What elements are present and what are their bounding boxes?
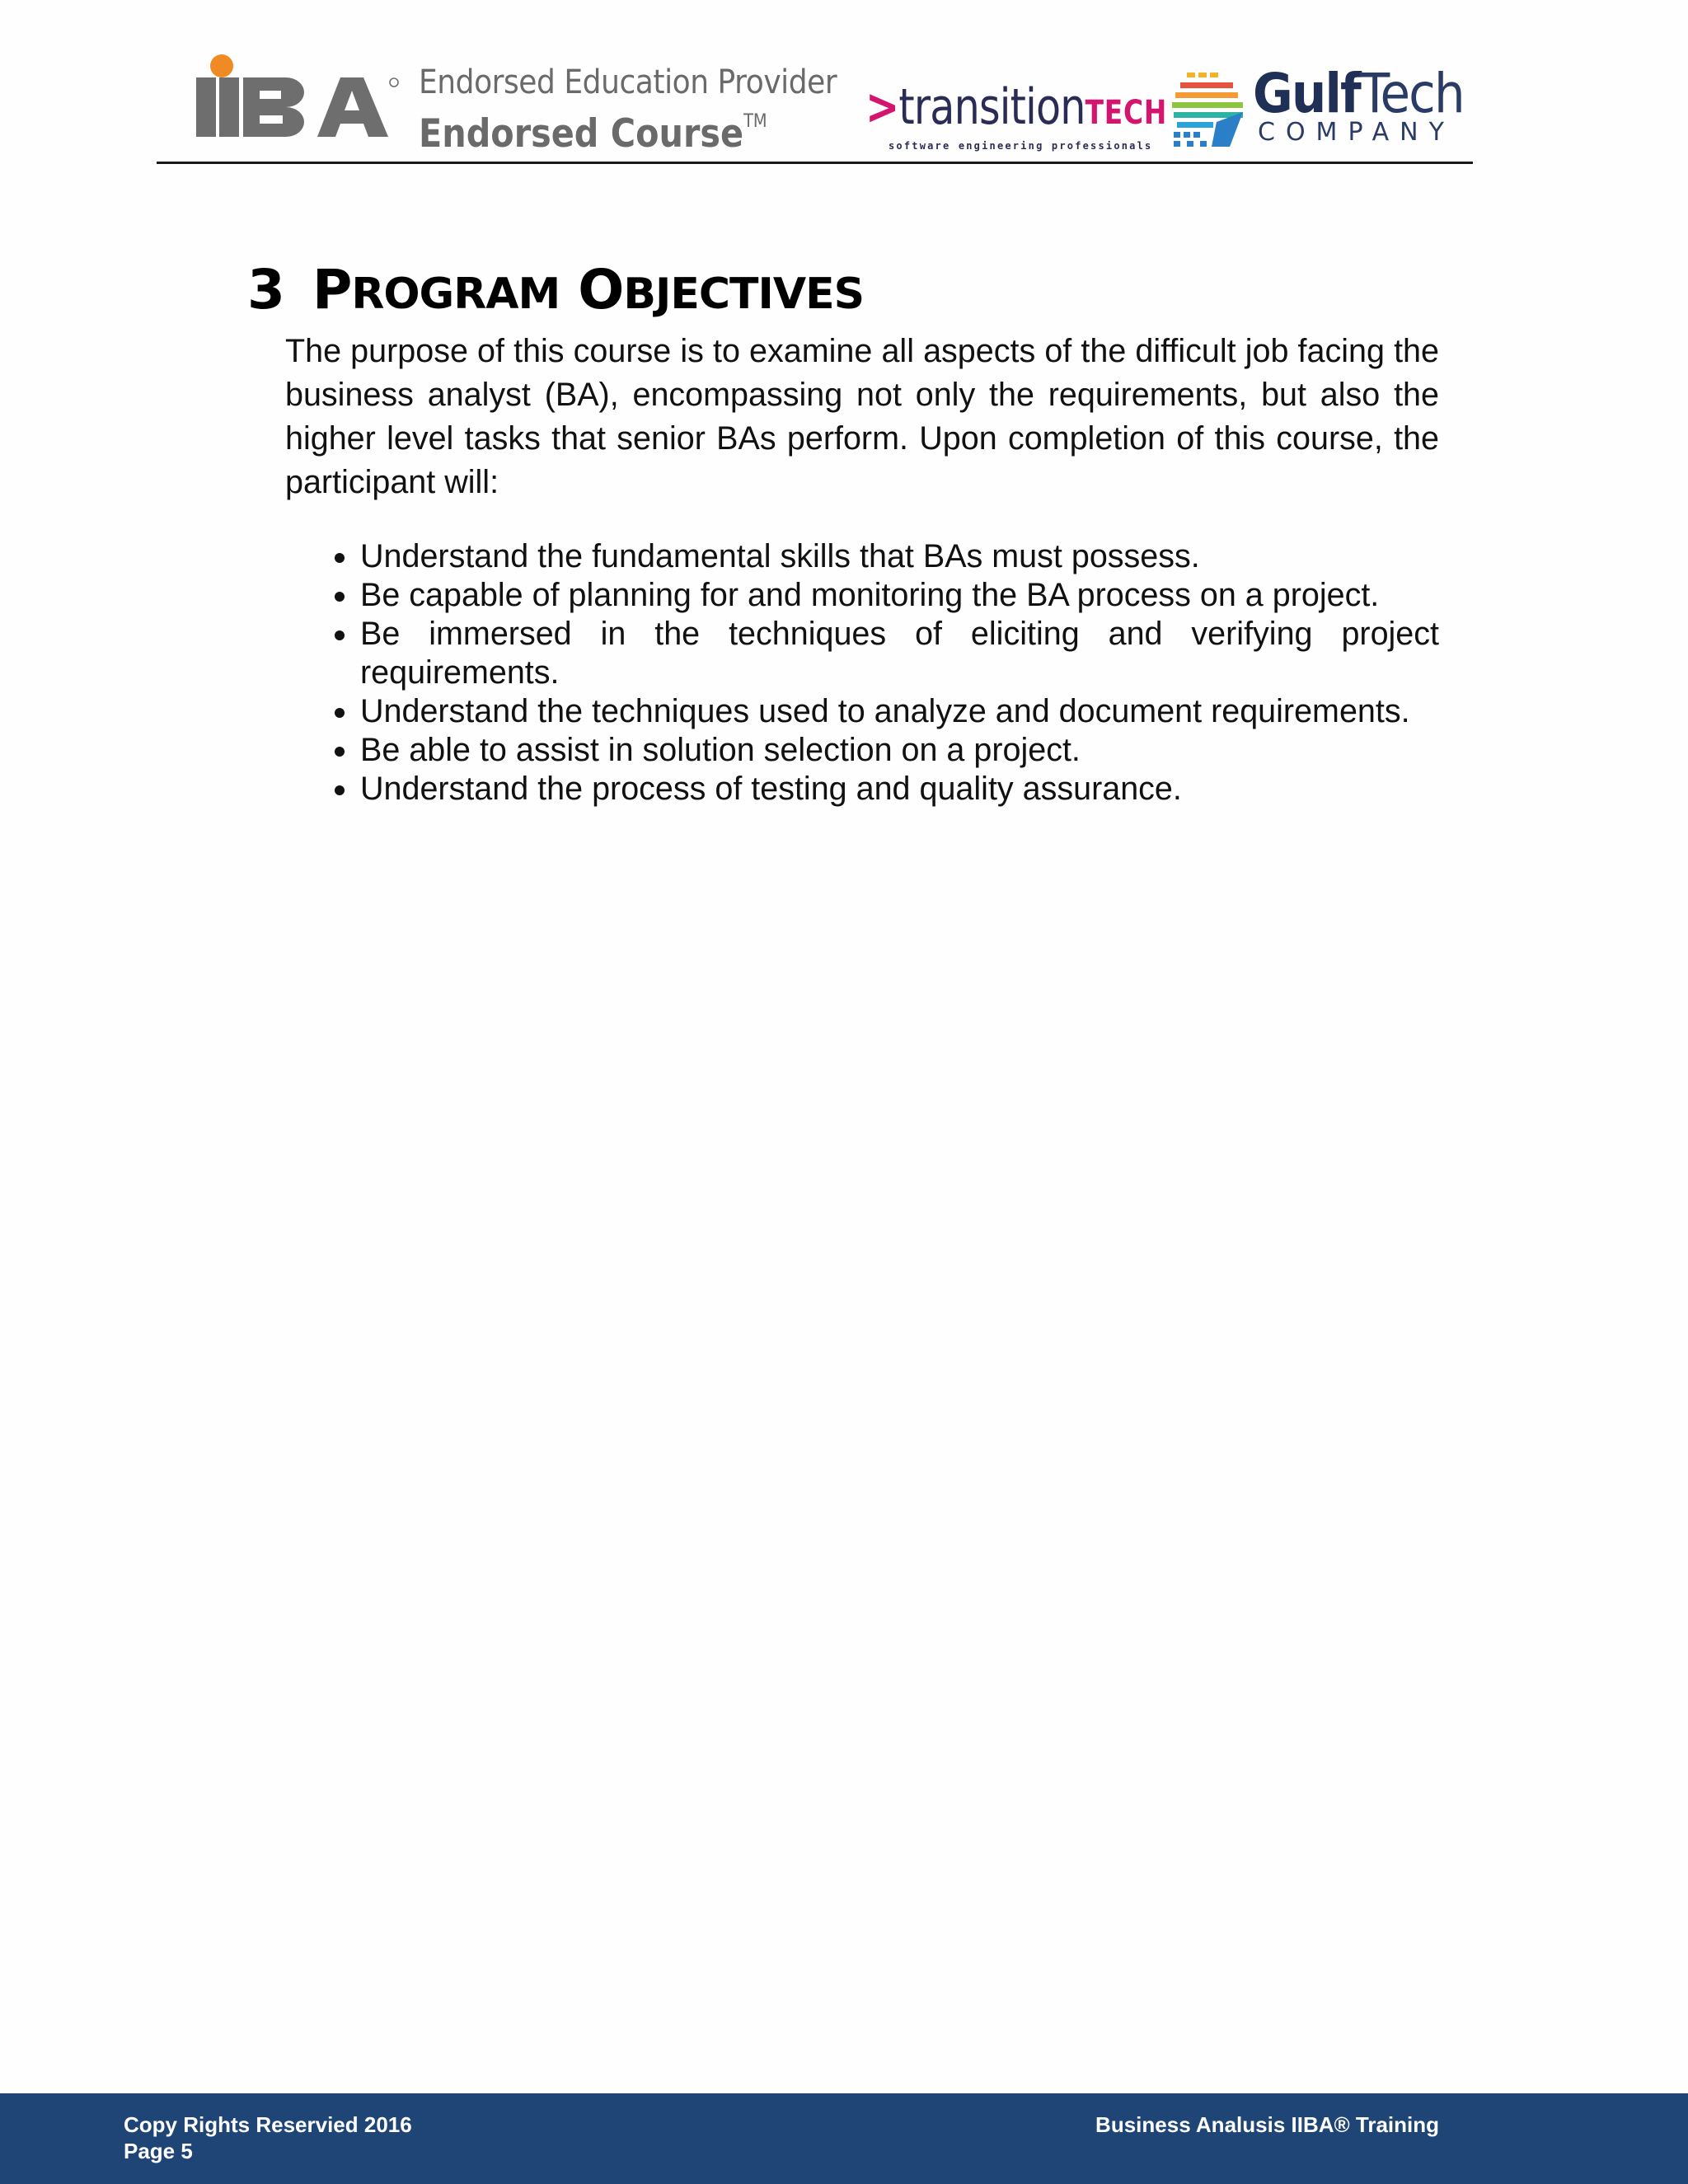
bullet-icon: [335, 553, 345, 563]
transitiontech-wordmark: >transitionTECH: [865, 78, 1168, 136]
footer-course-title: Business Analusis IIBA® Training: [1095, 2112, 1439, 2137]
header-divider: [157, 162, 1473, 164]
bullet-icon: [335, 785, 345, 795]
section-heading: 3 PROGRAM OBJECTIVES: [247, 258, 865, 321]
iiba-course-line: Endorsed Course™: [419, 111, 767, 157]
list-item: Understand the techniques used to analyze and document requirements.: [330, 692, 1439, 731]
list-item: Understand the fundamental skills that BAs must possess.: [330, 537, 1439, 576]
list-item: Understand the process of testing and quality assurance.: [330, 770, 1439, 808]
copyright-text: Copy Rights Reservied 2016: [124, 2112, 412, 2137]
page-footer: [0, 2093, 1688, 2184]
objectives-list: [330, 537, 1439, 808]
bullet-icon: [335, 630, 345, 640]
bullet-icon: [335, 747, 345, 757]
page-header: [157, 33, 1473, 163]
bullet-icon: [335, 708, 345, 718]
intro-paragraph: The purpose of this course is to examine all aspects of the difficult job facing the business analyst (BA), encompassing not only the requirements, but also the higher level tasks that senior BAs perform. Upon completion of this course, the participant will:: [285, 333, 1439, 500]
iiba-logo: [194, 53, 400, 142]
transitiontech-tagline: software engineering professionals: [889, 140, 1153, 152]
bullet-icon: [335, 592, 345, 602]
list-item: Be able to assist in solution selection on a project.: [330, 731, 1439, 770]
section-number: 3: [247, 258, 284, 321]
iiba-provider-line: Endorsed Education Provider: [419, 63, 837, 101]
page-number: Page 5: [124, 2139, 193, 2163]
gulftech-wordmark: GulfTech: [1253, 62, 1464, 125]
list-item: Be immersed in the techniques of eliciting and verifying project requirements.: [330, 615, 1439, 692]
footer-left: [124, 2111, 412, 2164]
gulftech-globe-icon: [1169, 68, 1248, 150]
list-item: Be capable of planning for and monitoring the BA process on a project.: [330, 576, 1439, 615]
gulftech-company-label: COMPANY: [1258, 118, 1455, 147]
